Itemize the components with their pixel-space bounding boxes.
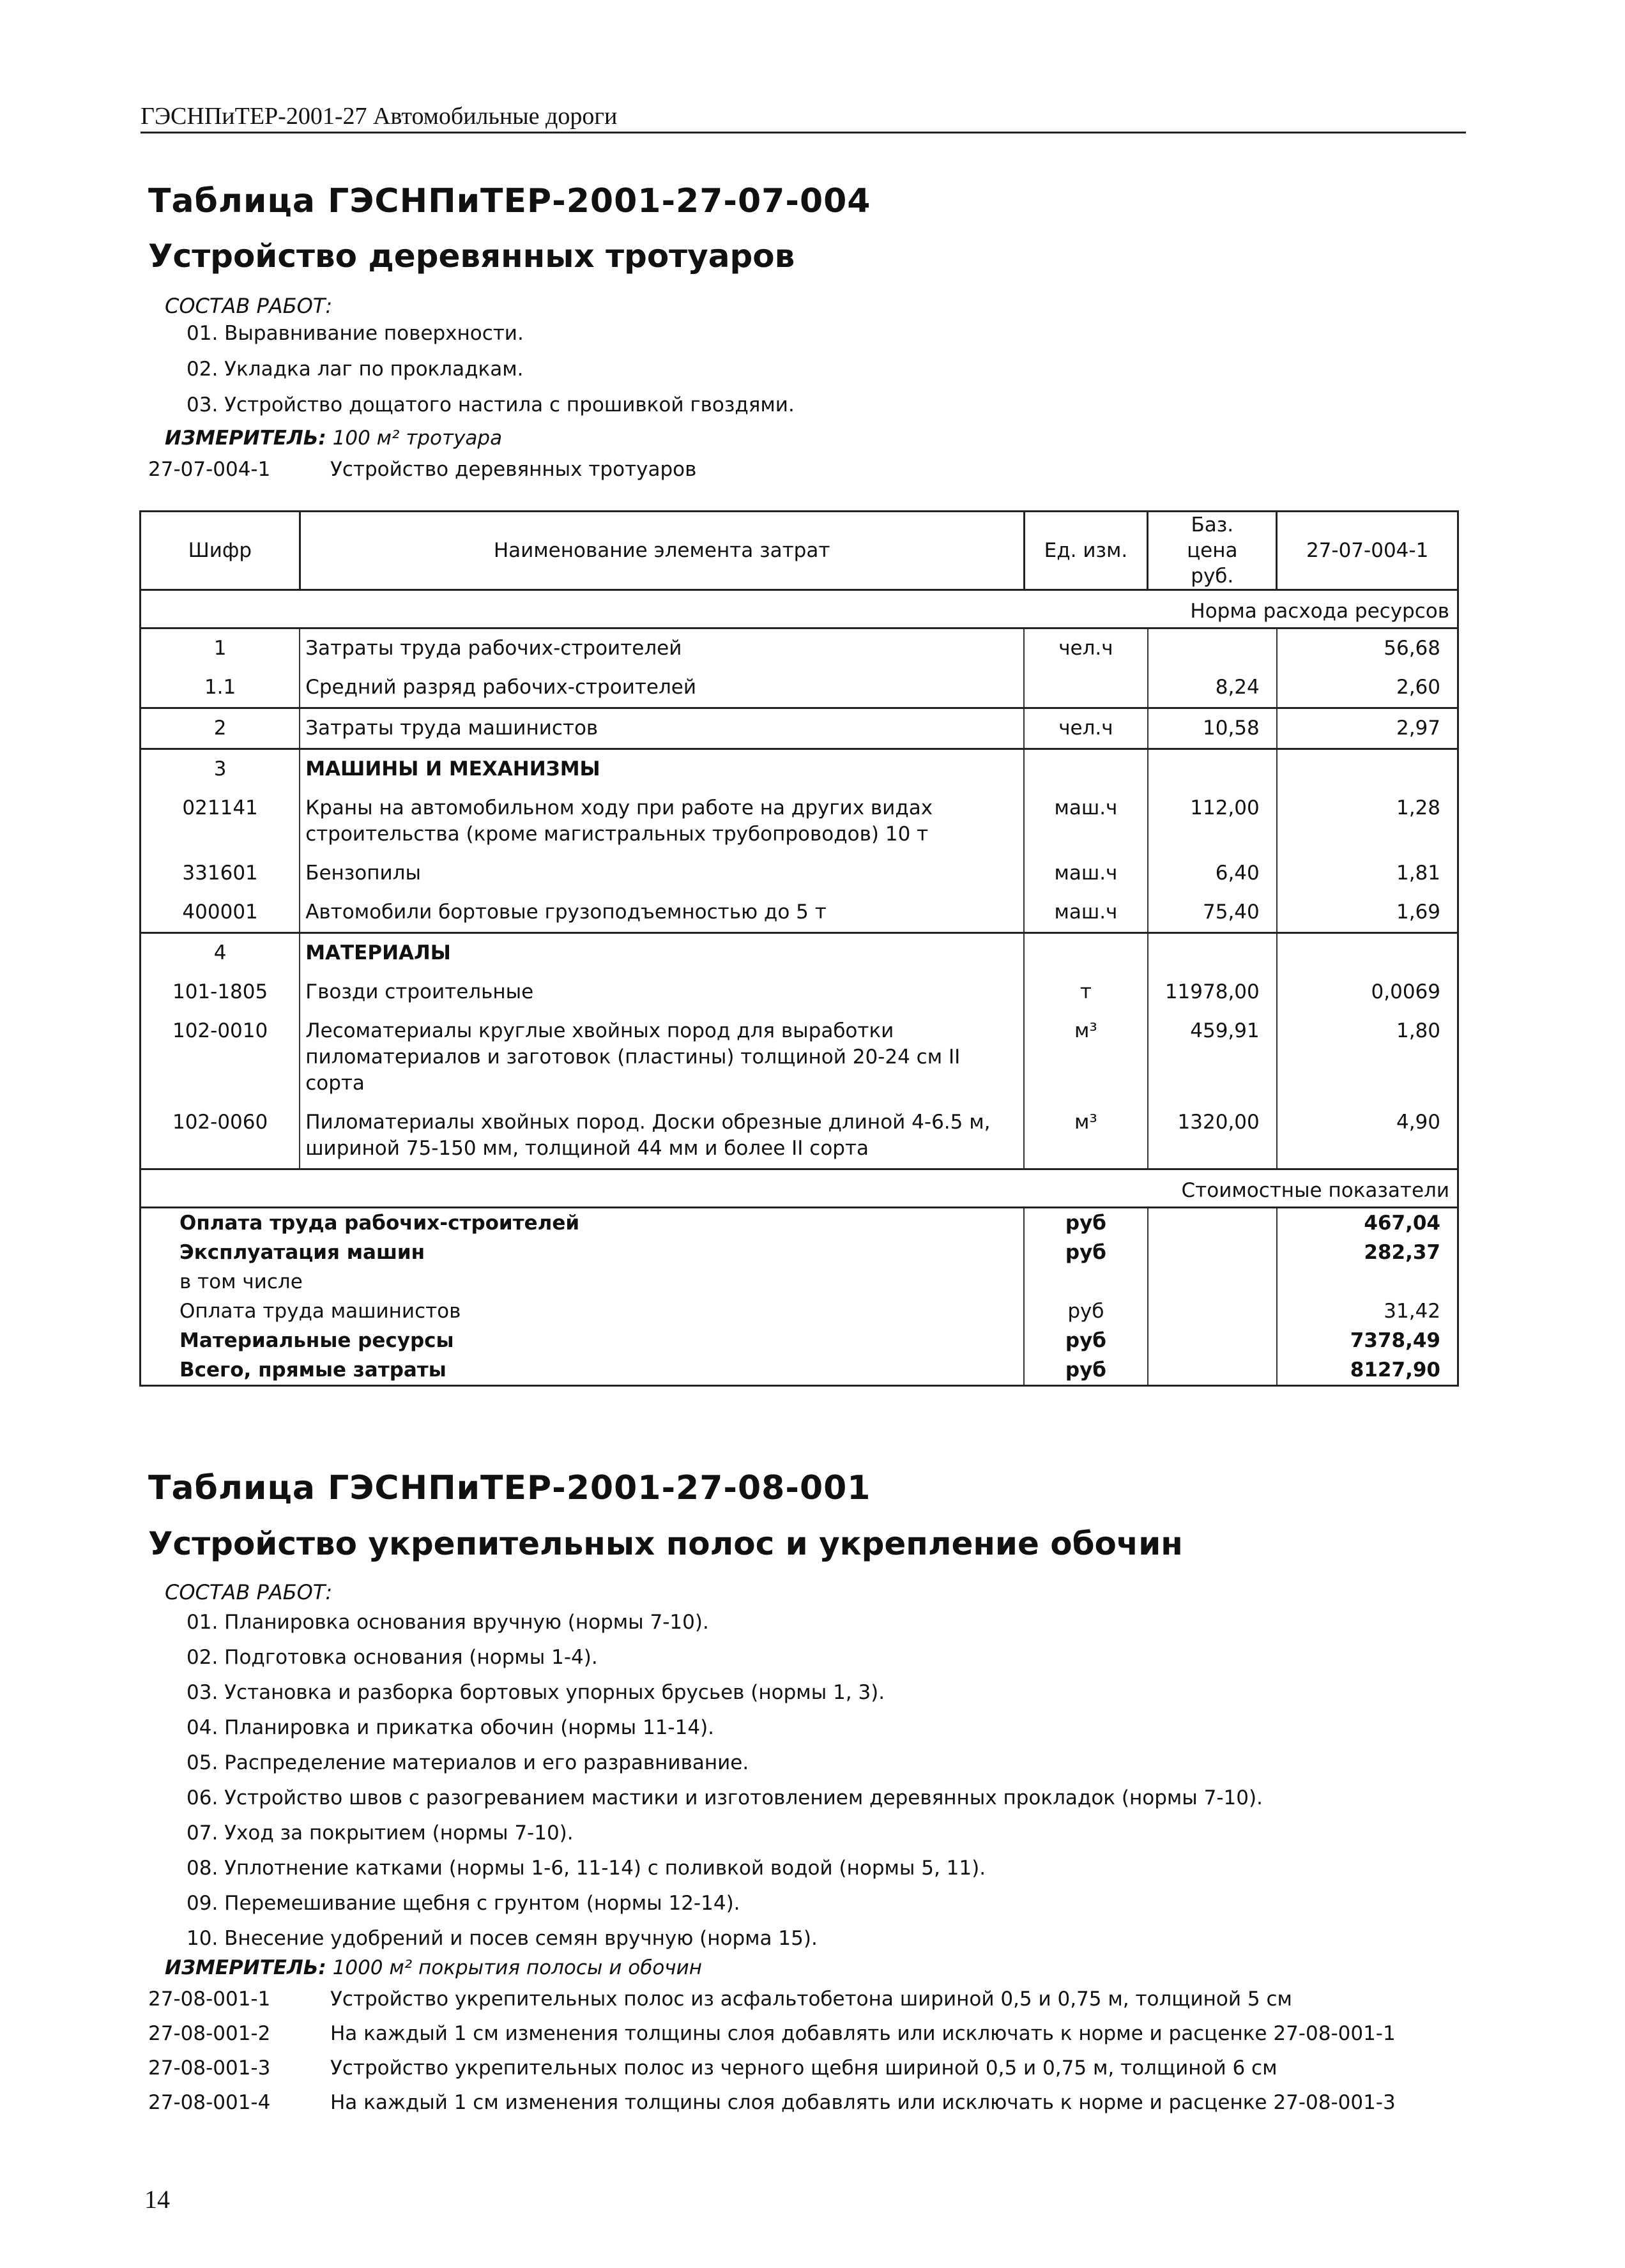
cell-value: 1,81 (1277, 854, 1458, 893)
cell-price (1148, 749, 1277, 789)
table-row (141, 933, 1458, 973)
cell-code: 102-0060 (141, 1103, 300, 1169)
col-price: Баз. цена руб. (1148, 512, 1277, 590)
table-row (141, 1103, 1458, 1169)
cell-code: 1 (141, 628, 300, 669)
cell-name: Автомобили бортовые грузоподъемностью до 5 т (300, 893, 1024, 933)
cell-value (1277, 933, 1458, 973)
cost-unit: руб (1024, 1297, 1148, 1326)
table-row (141, 668, 1458, 708)
cost-price-empty (1148, 1326, 1277, 1355)
cell-code: 4 (141, 933, 300, 973)
cost-row (141, 1297, 1458, 1326)
cell-code: 400001 (141, 893, 300, 933)
cell-unit: маш.ч (1024, 893, 1148, 933)
cell-unit: м³ (1024, 1103, 1148, 1169)
col-code: Шифр (141, 512, 300, 590)
code-description: Устройство деревянных тротуаров (330, 458, 697, 481)
cost-row (141, 1355, 1458, 1386)
cell-unit: чел.ч (1024, 708, 1148, 749)
cell-value: 2,97 (1277, 708, 1458, 749)
cost-name: Всего, прямые затраты (141, 1355, 1025, 1386)
table-row (141, 708, 1458, 749)
cost-price-empty (1148, 1238, 1277, 1267)
table-row (141, 893, 1458, 933)
cell-unit (1024, 668, 1148, 708)
table-row (141, 628, 1458, 669)
code-description: Устройство укрепительных полос из черного щебня шириной 0,5 и 0,75 м, толщиной 6 см (330, 2057, 1278, 2080)
header-divider (141, 132, 1466, 133)
cell-code: 3 (141, 749, 300, 789)
resource-table (139, 510, 1459, 1387)
cell-name: МАШИНЫ И МЕХАНИЗМЫ (300, 749, 1024, 789)
page-number: 14 (144, 2185, 170, 2214)
cost-name: в том числе (141, 1267, 1025, 1297)
cell-value: 56,68 (1277, 628, 1458, 669)
running-header: ГЭСНПиТЕР-2001-27 Автомобильные дороги (141, 103, 618, 130)
code-line (148, 1988, 1292, 2011)
cell-code: 021141 (141, 789, 300, 854)
cell-value: 4,90 (1277, 1103, 1458, 1169)
code-line (148, 458, 697, 481)
cell-value: 1,69 (1277, 893, 1458, 933)
cost-unit: руб (1024, 1355, 1148, 1386)
cell-name: МАТЕРИАЛЫ (300, 933, 1024, 973)
meter-value: 1000 м² покрытия полосы и обочин (332, 1956, 703, 1979)
table2-title: Таблица ГЭСНПиТЕР-2001-27-08-001 (148, 1469, 871, 1507)
cell-price: 75,40 (1148, 893, 1277, 933)
cell-price: 10,58 (1148, 708, 1277, 749)
meter-value: 100 м² тротуара (332, 427, 503, 450)
cost-unit (1024, 1267, 1148, 1297)
cell-code: 331601 (141, 854, 300, 893)
cell-name: Гвозди строительные (300, 973, 1024, 1012)
cost-name: Эксплуатация машин (141, 1238, 1025, 1267)
cost-label: Стоимостные показатели (141, 1169, 1458, 1208)
cost-price-empty (1148, 1355, 1277, 1386)
cost-name: Оплата труда машинистов (141, 1297, 1025, 1326)
composition-item: 09. Перемешивание щебня с грунтом (нормы 12-14). (187, 1892, 740, 1915)
composition-item: 01. Выравнивание поверхности. (187, 322, 524, 345)
meter-label: ИЗМЕРИТЕЛЬ: (165, 1956, 326, 1979)
cost-name: Материальные ресурсы (141, 1326, 1025, 1355)
code-number: 27-08-001-1 (148, 1988, 271, 2011)
cell-unit: маш.ч (1024, 789, 1148, 854)
cell-value: 1,28 (1277, 789, 1458, 854)
cell-value: 0,0069 (1277, 973, 1458, 1012)
code-number: 27-07-004-1 (148, 458, 271, 481)
code-description: Устройство укрепительных полос из асфальтобетона шириной 0,5 и 0,75 м, толщиной 5 см (330, 1988, 1292, 2011)
cell-code: 2 (141, 708, 300, 749)
code-description: На каждый 1 см изменения толщины слоя добавлять или исключать к норме и расценке 27-08-001-3 (330, 2091, 1396, 2114)
cell-name: Пиломатериалы хвойных пород. Доски обрезные длиной 4-6.5 м, шириной 75-150 мм, толщиной 44 мм и более II сорта (300, 1103, 1024, 1169)
col-name: Наименование элемента затрат (300, 512, 1024, 590)
table-row (141, 1012, 1458, 1103)
cost-row (141, 1267, 1458, 1297)
cell-name: Лесоматериалы круглые хвойных пород для выработки пиломатериалов и заготовок (пластины) толщиной 20-24 см II сорта (300, 1012, 1024, 1103)
cell-name: Затраты труда рабочих-строителей (300, 628, 1024, 669)
cost-unit: руб (1024, 1208, 1148, 1238)
cost-row (141, 1326, 1458, 1355)
composition-item: 02. Подготовка основания (нормы 1-4). (187, 1646, 598, 1669)
cost-value (1277, 1267, 1458, 1297)
cell-unit: маш.ч (1024, 854, 1148, 893)
cell-price: 8,24 (1148, 668, 1277, 708)
meter-label: ИЗМЕРИТЕЛЬ: (165, 427, 326, 450)
cost-row (141, 1238, 1458, 1267)
cost-value: 467,04 (1277, 1208, 1458, 1238)
cell-price: 459,91 (1148, 1012, 1277, 1103)
cost-unit: руб (1024, 1238, 1148, 1267)
cost-value: 7378,49 (1277, 1326, 1458, 1355)
cost-section-row (141, 1169, 1458, 1208)
table2-meter (165, 1956, 702, 1979)
cell-value: 2,60 (1277, 668, 1458, 708)
code-line (148, 2057, 1278, 2080)
table1-subtitle: Устройство деревянных тротуаров (148, 238, 795, 275)
table-row (141, 789, 1458, 854)
composition-item: 01. Планировка основания вручную (нормы 7-10). (187, 1611, 709, 1634)
cost-row (141, 1208, 1458, 1238)
code-number: 27-08-001-3 (148, 2057, 271, 2080)
cost-unit: руб (1024, 1326, 1148, 1355)
col-unit: Ед. изм. (1024, 512, 1148, 590)
composition-item: 03. Установка и разборка бортовых упорных брусьев (нормы 1, 3). (187, 1681, 885, 1704)
composition-item: 10. Внесение удобрений и посев семян вручную (норма 15). (187, 1927, 818, 1950)
cell-unit: м³ (1024, 1012, 1148, 1103)
table-row (141, 854, 1458, 893)
table1-title: Таблица ГЭСНПиТЕР-2001-27-07-004 (148, 182, 871, 220)
composition-item: 08. Уплотнение катками (нормы 1-6, 11-14) с поливкой водой (нормы 5, 11). (187, 1857, 986, 1880)
composition-item: 05. Распределение материалов и его разравнивание. (187, 1751, 749, 1774)
cell-value: 1,80 (1277, 1012, 1458, 1103)
cost-price-empty (1148, 1297, 1277, 1326)
cell-code: 1.1 (141, 668, 300, 708)
cell-price: 11978,00 (1148, 973, 1277, 1012)
col-norm: 27-07-004-1 (1277, 512, 1458, 590)
code-line (148, 2022, 1396, 2045)
cell-code: 102-0010 (141, 1012, 300, 1103)
composition-item: 04. Планировка и прикатка обочин (нормы 11-14). (187, 1716, 715, 1739)
cell-unit (1024, 749, 1148, 789)
composition-item: 06. Устройство швов с разогреванием мастики и изготовлением деревянных прокладок (нормы 7-10). (187, 1786, 1263, 1809)
composition-item: 07. Уход за покрытием (нормы 7-10). (187, 1822, 574, 1845)
norm-section-row (141, 590, 1458, 628)
code-line (148, 2091, 1396, 2114)
cost-value: 8127,90 (1277, 1355, 1458, 1386)
table1-composition-label: СОСТАВ РАБОТ: (165, 294, 333, 318)
cell-name: Средний разряд рабочих-строителей (300, 668, 1024, 708)
cell-code: 101-1805 (141, 973, 300, 1012)
table-row (141, 749, 1458, 789)
cell-price (1148, 628, 1277, 669)
code-number: 27-08-001-2 (148, 2022, 271, 2045)
cell-unit: чел.ч (1024, 628, 1148, 669)
table-header-row (141, 512, 1458, 590)
table-row (141, 973, 1458, 1012)
table2-subtitle: Устройство укрепительных полос и укрепление обочин (148, 1525, 1183, 1562)
cell-name: Бензопилы (300, 854, 1024, 893)
cell-unit: т (1024, 973, 1148, 1012)
code-number: 27-08-001-4 (148, 2091, 271, 2114)
cell-name: Краны на автомобильном ходу при работе на других видах строительства (кроме магистральных трубопроводов) 10 т (300, 789, 1024, 854)
composition-item: 02. Укладка лаг по прокладкам. (187, 358, 524, 381)
cell-name: Затраты труда машинистов (300, 708, 1024, 749)
cost-name: Оплата труда рабочих-строителей (141, 1208, 1025, 1238)
cost-value: 31,42 (1277, 1297, 1458, 1326)
table2-composition-label: СОСТАВ РАБОТ: (165, 1580, 333, 1604)
code-description: На каждый 1 см изменения толщины слоя добавлять или исключать к норме и расценке 27-08-001-1 (330, 2022, 1396, 2045)
norm-label: Норма расхода ресурсов (141, 590, 1458, 628)
table1-meter (165, 427, 502, 450)
cost-price-empty (1148, 1208, 1277, 1238)
composition-item: 03. Устройство дощатого настила с прошивкой гвоздями. (187, 393, 795, 416)
cell-value (1277, 749, 1458, 789)
cell-price: 1320,00 (1148, 1103, 1277, 1169)
cell-price: 6,40 (1148, 854, 1277, 893)
cell-price: 112,00 (1148, 789, 1277, 854)
cell-price (1148, 933, 1277, 973)
cost-price-empty (1148, 1267, 1277, 1297)
cell-unit (1024, 933, 1148, 973)
cost-value: 282,37 (1277, 1238, 1458, 1267)
